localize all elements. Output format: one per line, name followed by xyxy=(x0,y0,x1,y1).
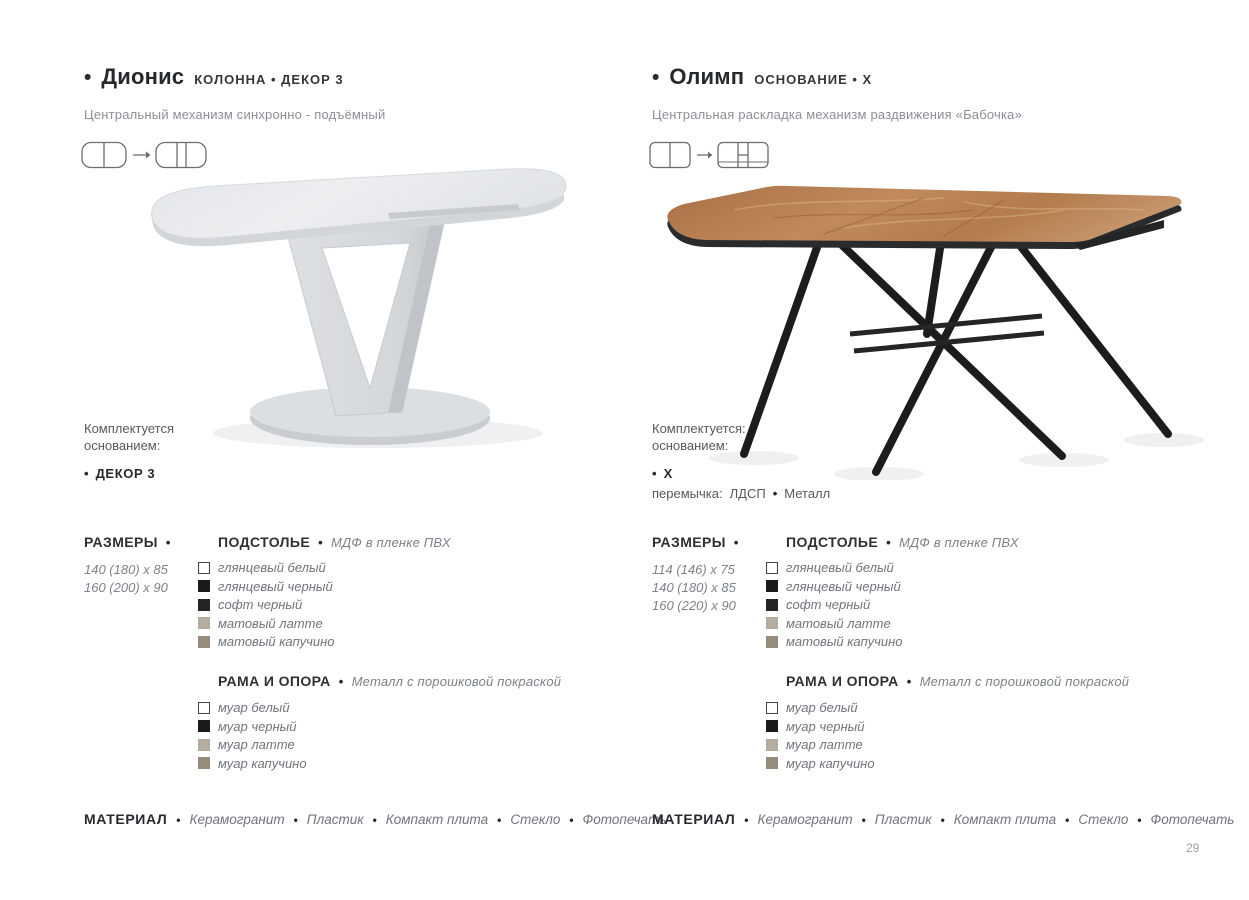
swatch-label: муар капучино xyxy=(218,755,307,771)
color-swatch xyxy=(766,720,778,732)
material-item: Фотопечать xyxy=(582,812,667,827)
material-bullet: • xyxy=(861,813,866,827)
equip-base-block xyxy=(652,420,830,502)
material-item: Пластик xyxy=(874,812,932,827)
podstolye-swatch-list xyxy=(198,561,334,649)
frame-swatch-list xyxy=(198,701,307,770)
material-item: Керамогранит xyxy=(189,812,285,827)
color-swatch xyxy=(766,562,778,574)
equip-line2: основанием: xyxy=(84,438,161,453)
frame-bullet: • xyxy=(906,674,912,689)
size-item: 140 (180) x 85 xyxy=(652,580,736,595)
material-bullet: • xyxy=(1065,813,1070,827)
equip-base-block xyxy=(84,420,174,482)
sizes-label: РАЗМЕРЫ xyxy=(652,534,726,550)
swatch-row xyxy=(198,617,334,631)
material-label: МАТЕРИАЛ xyxy=(84,811,168,827)
swatch-label: глянцевый белый xyxy=(786,560,894,576)
base-name: ДЕКОР 3 xyxy=(95,466,156,481)
material-item: Фотопечать xyxy=(1150,812,1235,827)
product-subtitle: Центральный механизм синхронно - подъёмный xyxy=(84,107,386,122)
base-name: Х xyxy=(663,466,673,481)
color-swatch xyxy=(198,580,210,592)
material-item: Стекло xyxy=(510,812,561,827)
material-bullet: • xyxy=(940,813,945,827)
equip-line2: основанием: xyxy=(652,438,729,453)
frame-label: РАМА И ОПОРА xyxy=(218,673,331,689)
material-item: Керамогранит xyxy=(757,812,853,827)
frame-swatch-list xyxy=(766,701,875,770)
swatch-label: матовый капучино xyxy=(218,634,335,650)
swatch-label: матовый латте xyxy=(218,615,323,631)
swatch-row xyxy=(766,701,875,715)
frame-material: Металл с порошковой покраской xyxy=(351,674,562,689)
material-bullet: • xyxy=(744,813,749,827)
sizes-label: РАЗМЕРЫ xyxy=(84,534,158,550)
material-item: Стекло xyxy=(1078,812,1129,827)
product-variant: ОСНОВАНИЕ • Х xyxy=(754,72,873,87)
podstolye-swatch-list xyxy=(766,561,902,649)
swatch-label: муар латте xyxy=(218,737,295,753)
swatch-row xyxy=(766,598,902,612)
swatch-row xyxy=(766,561,902,575)
swatch-label: софт черный xyxy=(786,597,871,613)
swatch-label: глянцевый белый xyxy=(218,560,326,576)
product-name: Дионис xyxy=(101,64,185,89)
product-title-olimp xyxy=(652,64,872,90)
swatch-label: софт черный xyxy=(218,597,303,613)
title-bullet: • xyxy=(84,66,92,89)
sizes-bullet: • xyxy=(165,535,171,550)
material-item: Компакт плита xyxy=(385,812,489,827)
material-bullet: • xyxy=(497,813,502,827)
material-item: Компакт плита xyxy=(953,812,1057,827)
bridge-line xyxy=(652,485,830,502)
swatch-row xyxy=(766,738,875,752)
sizes-bullet: • xyxy=(733,535,739,550)
podstolye-label: ПОДСТОЛЬЕ xyxy=(786,534,879,550)
product-title-dionis xyxy=(84,64,344,90)
swatch-label: матовый латте xyxy=(786,615,891,631)
color-swatch xyxy=(766,702,778,714)
podstolye-label: ПОДСТОЛЬЕ xyxy=(218,534,311,550)
frame-header xyxy=(786,673,1129,689)
product-image-dionis xyxy=(88,156,613,461)
material-bullet: • xyxy=(569,813,574,827)
swatch-row xyxy=(766,757,875,771)
bridge-option: Металл xyxy=(784,486,831,501)
frame-header xyxy=(218,673,561,689)
podstolye-header xyxy=(218,534,451,550)
color-swatch xyxy=(766,739,778,751)
material-row xyxy=(652,811,1234,827)
equip-line1: Комплектуется xyxy=(84,421,175,436)
product-subtitle: Центральная раскладка механизм раздвижения «Бабочка» xyxy=(652,107,1023,122)
podstolye-material: МДФ в пленке ПВХ xyxy=(331,535,451,550)
material-label: МАТЕРИАЛ xyxy=(652,811,736,827)
sizes-list xyxy=(652,561,736,615)
equip-line1: Комплектуется: xyxy=(652,421,746,436)
swatch-label: муар белый xyxy=(786,700,858,716)
size-item: 160 (200) x 90 xyxy=(84,580,168,595)
bridge-option: ЛДСП xyxy=(729,486,766,501)
swatch-row xyxy=(198,635,334,649)
swatch-row xyxy=(198,561,334,575)
swatch-label: глянцевый черный xyxy=(218,578,333,594)
material-row xyxy=(84,811,666,827)
material-bullet: • xyxy=(1137,813,1142,827)
swatch-row xyxy=(198,757,307,771)
bridge-bullet: • xyxy=(772,486,778,501)
material-bullet: • xyxy=(176,813,181,827)
product-section-dionis xyxy=(84,0,667,900)
color-swatch xyxy=(766,757,778,769)
base-bullet: • xyxy=(84,466,89,481)
podstolye-header xyxy=(786,534,1019,550)
color-swatch xyxy=(198,599,210,611)
product-section-olimp xyxy=(652,0,1235,900)
sizes-list xyxy=(84,561,168,597)
material-bullet: • xyxy=(293,813,298,827)
color-swatch xyxy=(198,757,210,769)
product-variant: КОЛОННА • ДЕКОР 3 xyxy=(194,72,344,87)
swatch-label: муар капучино xyxy=(786,755,875,771)
sizes-header xyxy=(652,534,739,550)
color-swatch xyxy=(766,599,778,611)
swatch-label: муар черный xyxy=(786,718,865,734)
color-swatch xyxy=(198,739,210,751)
bridge-label: перемычка: xyxy=(652,486,723,501)
base-bullet: • xyxy=(652,466,657,481)
swatch-row xyxy=(766,635,902,649)
color-swatch xyxy=(766,617,778,629)
page-number: 29 xyxy=(1186,841,1200,855)
color-swatch xyxy=(198,617,210,629)
material-item: Пластик xyxy=(306,812,364,827)
frame-bullet: • xyxy=(338,674,344,689)
swatch-row xyxy=(766,580,902,594)
swatch-row xyxy=(198,701,307,715)
color-swatch xyxy=(198,702,210,714)
size-item: 160 (220) x 90 xyxy=(652,598,736,613)
swatch-row xyxy=(198,738,307,752)
swatch-row xyxy=(198,720,307,734)
sizes-header xyxy=(84,534,171,550)
swatch-row xyxy=(198,598,334,612)
color-swatch xyxy=(198,720,210,732)
swatch-label: глянцевый черный xyxy=(786,578,901,594)
color-swatch xyxy=(766,580,778,592)
swatch-label: муар латте xyxy=(786,737,863,753)
swatch-label: муар белый xyxy=(218,700,290,716)
swatch-row xyxy=(766,720,875,734)
swatch-label: муар черный xyxy=(218,718,297,734)
size-item: 114 (146) x 75 xyxy=(652,562,735,577)
product-name: Олимп xyxy=(669,64,745,89)
color-swatch xyxy=(198,562,210,574)
material-bullet: • xyxy=(372,813,377,827)
swatch-row xyxy=(766,617,902,631)
size-item: 140 (180) x 85 xyxy=(84,562,168,577)
swatch-label: матовый капучино xyxy=(786,634,903,650)
frame-label: РАМА И ОПОРА xyxy=(786,673,899,689)
frame-material: Металл с порошковой покраской xyxy=(919,674,1130,689)
title-bullet: • xyxy=(652,66,660,89)
podstolye-bullet: • xyxy=(318,535,324,550)
base-name-line xyxy=(652,465,830,482)
color-swatch xyxy=(198,636,210,648)
podstolye-material: МДФ в пленке ПВХ xyxy=(899,535,1019,550)
swatch-row xyxy=(198,580,334,594)
podstolye-bullet: • xyxy=(886,535,892,550)
color-swatch xyxy=(766,636,778,648)
base-name-line xyxy=(84,465,174,482)
